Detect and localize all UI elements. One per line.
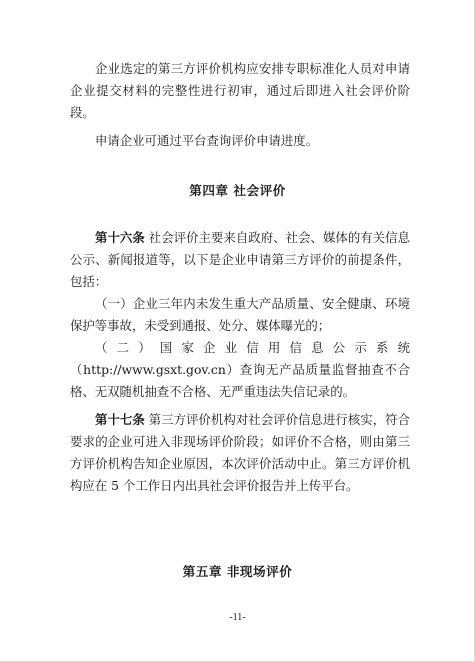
paragraph-initial-review: 企业选定的第三方评价机构应安排专职标准化人员对申请企业提交材料的完整性进行初审，通过后即进入社会评价阶段。 xyxy=(70,61,410,120)
article-17-label: 第十七条 xyxy=(95,412,145,427)
paragraph-query-progress: 申请企业可通过平台查询评价申请进度。 xyxy=(95,133,319,148)
article-16-label: 第十六条 xyxy=(95,230,145,245)
page-number: -11- xyxy=(229,612,246,623)
article-16-text: 社会评价主要来自政府、社会、媒体的有关信息公示、新闻报道等，以下是企业申请第三方评价的前提条件，包括： xyxy=(70,230,410,289)
condition-item-2: （二）国家企业信用信息公示系统（http://www.gsxt.gov.cn）查询无产品质量监督抽查不合格、无双随机抽查不合格、无严重违法失信记录的。 xyxy=(70,340,410,399)
chapter-4-heading: 第四章 社会评价 xyxy=(189,183,286,198)
condition-item-1: （一）企业三年内未发生重大产品质量、安全健康、环境保护等事故，未受到通报、处分、媒体曝光的； xyxy=(70,296,410,333)
article-16 xyxy=(70,227,410,293)
chapter-5-heading: 第五章 非现场评价 xyxy=(182,564,293,579)
article-17 xyxy=(70,409,410,497)
article-17-text: 第三方评价机构对社会评价信息进行核实，符合要求的企业可进入非现场评价阶段；如评价不合格，则由第三方评价机构告知企业原因，本次评价活动中止。第三方评价机构应在 5 个工作日内出具社会评价报告并上传平台。 xyxy=(70,412,410,493)
